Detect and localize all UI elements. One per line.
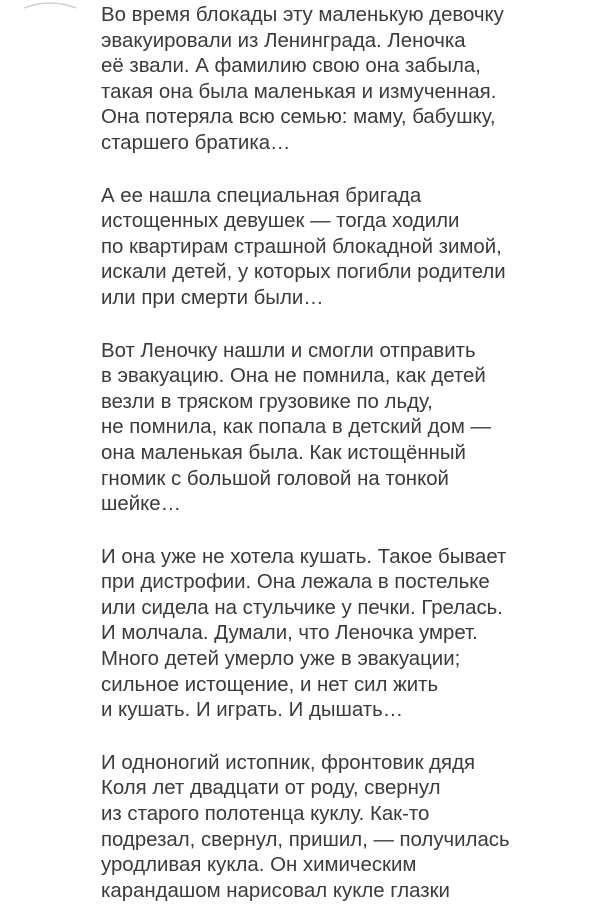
text-line: Вот Леночку нашли и смогли отправить <box>101 339 476 362</box>
paragraph-4 <box>101 545 571 724</box>
text-line: в эвакуацию. Она не помнила, как детей <box>101 365 486 388</box>
text-line: или сидела на стульчике у печки. Грелась. <box>101 596 503 619</box>
paragraph-2 <box>101 184 571 312</box>
text-line: искали детей, у которых погибли родители <box>101 261 506 284</box>
text-line: истощенных девушек — тогда ходили <box>101 210 460 233</box>
text-line: шейке… <box>101 493 181 516</box>
article-text <box>101 3 571 916</box>
text-line: Коля лет двадцати от роду, свернул <box>101 777 441 800</box>
text-line: она маленькая была. Как истощённый <box>101 441 466 464</box>
text-line: везли в тряском грузовике по льду, <box>101 390 433 413</box>
text-line: сильное истощение, и нет сил жить <box>101 673 439 696</box>
text-line: Много детей умерло уже в эвакуации; <box>101 648 461 671</box>
text-line: её звали. А фамилию свою она забыла, <box>101 55 481 78</box>
text-line: гномик с большой головой на тонкой <box>101 467 449 490</box>
text-line: эвакуировали из Ленинграда. Леночка <box>101 29 466 52</box>
paragraph-1 <box>101 3 571 157</box>
text-line: из старого полотенца куклу. Как-то <box>101 803 430 826</box>
paragraph-3 <box>101 339 571 518</box>
text-line: Во время блокады эту маленькую девочку <box>101 4 504 26</box>
paragraph-5 <box>101 751 571 905</box>
text-line: И молчала. Думали, что Леночка умрет. <box>101 622 478 645</box>
text-line: или при смерти были… <box>101 286 324 309</box>
text-line: такая она была маленькая и измученная. <box>101 80 497 103</box>
text-line: и кушать. И играть. И дышать… <box>101 699 404 722</box>
text-line: карандашом нарисовал кукле глазки <box>101 879 450 902</box>
text-line: при дистрофии. Она лежала в постельке <box>101 571 490 594</box>
text-line: старшего братика… <box>101 131 291 154</box>
text-line: по квартирам страшной блокадной зимой, <box>101 235 502 258</box>
partial-avatar-edge <box>22 0 78 10</box>
text-line: Она потеряла всю семью: маму, бабушку, <box>101 106 496 129</box>
text-line: И одноногий истопник, фронтовик дядя <box>101 751 476 774</box>
text-line: не помнила, как попала в детский дом — <box>101 416 491 439</box>
text-line: А ее нашла специальная бригада <box>101 184 422 207</box>
text-line: подрезал, свернул, пришил, — получилась <box>101 828 510 851</box>
text-line: И она уже не хотела кушать. Такое бывает <box>101 545 507 568</box>
text-line: уродливая кукла. Он химическим <box>101 854 417 877</box>
